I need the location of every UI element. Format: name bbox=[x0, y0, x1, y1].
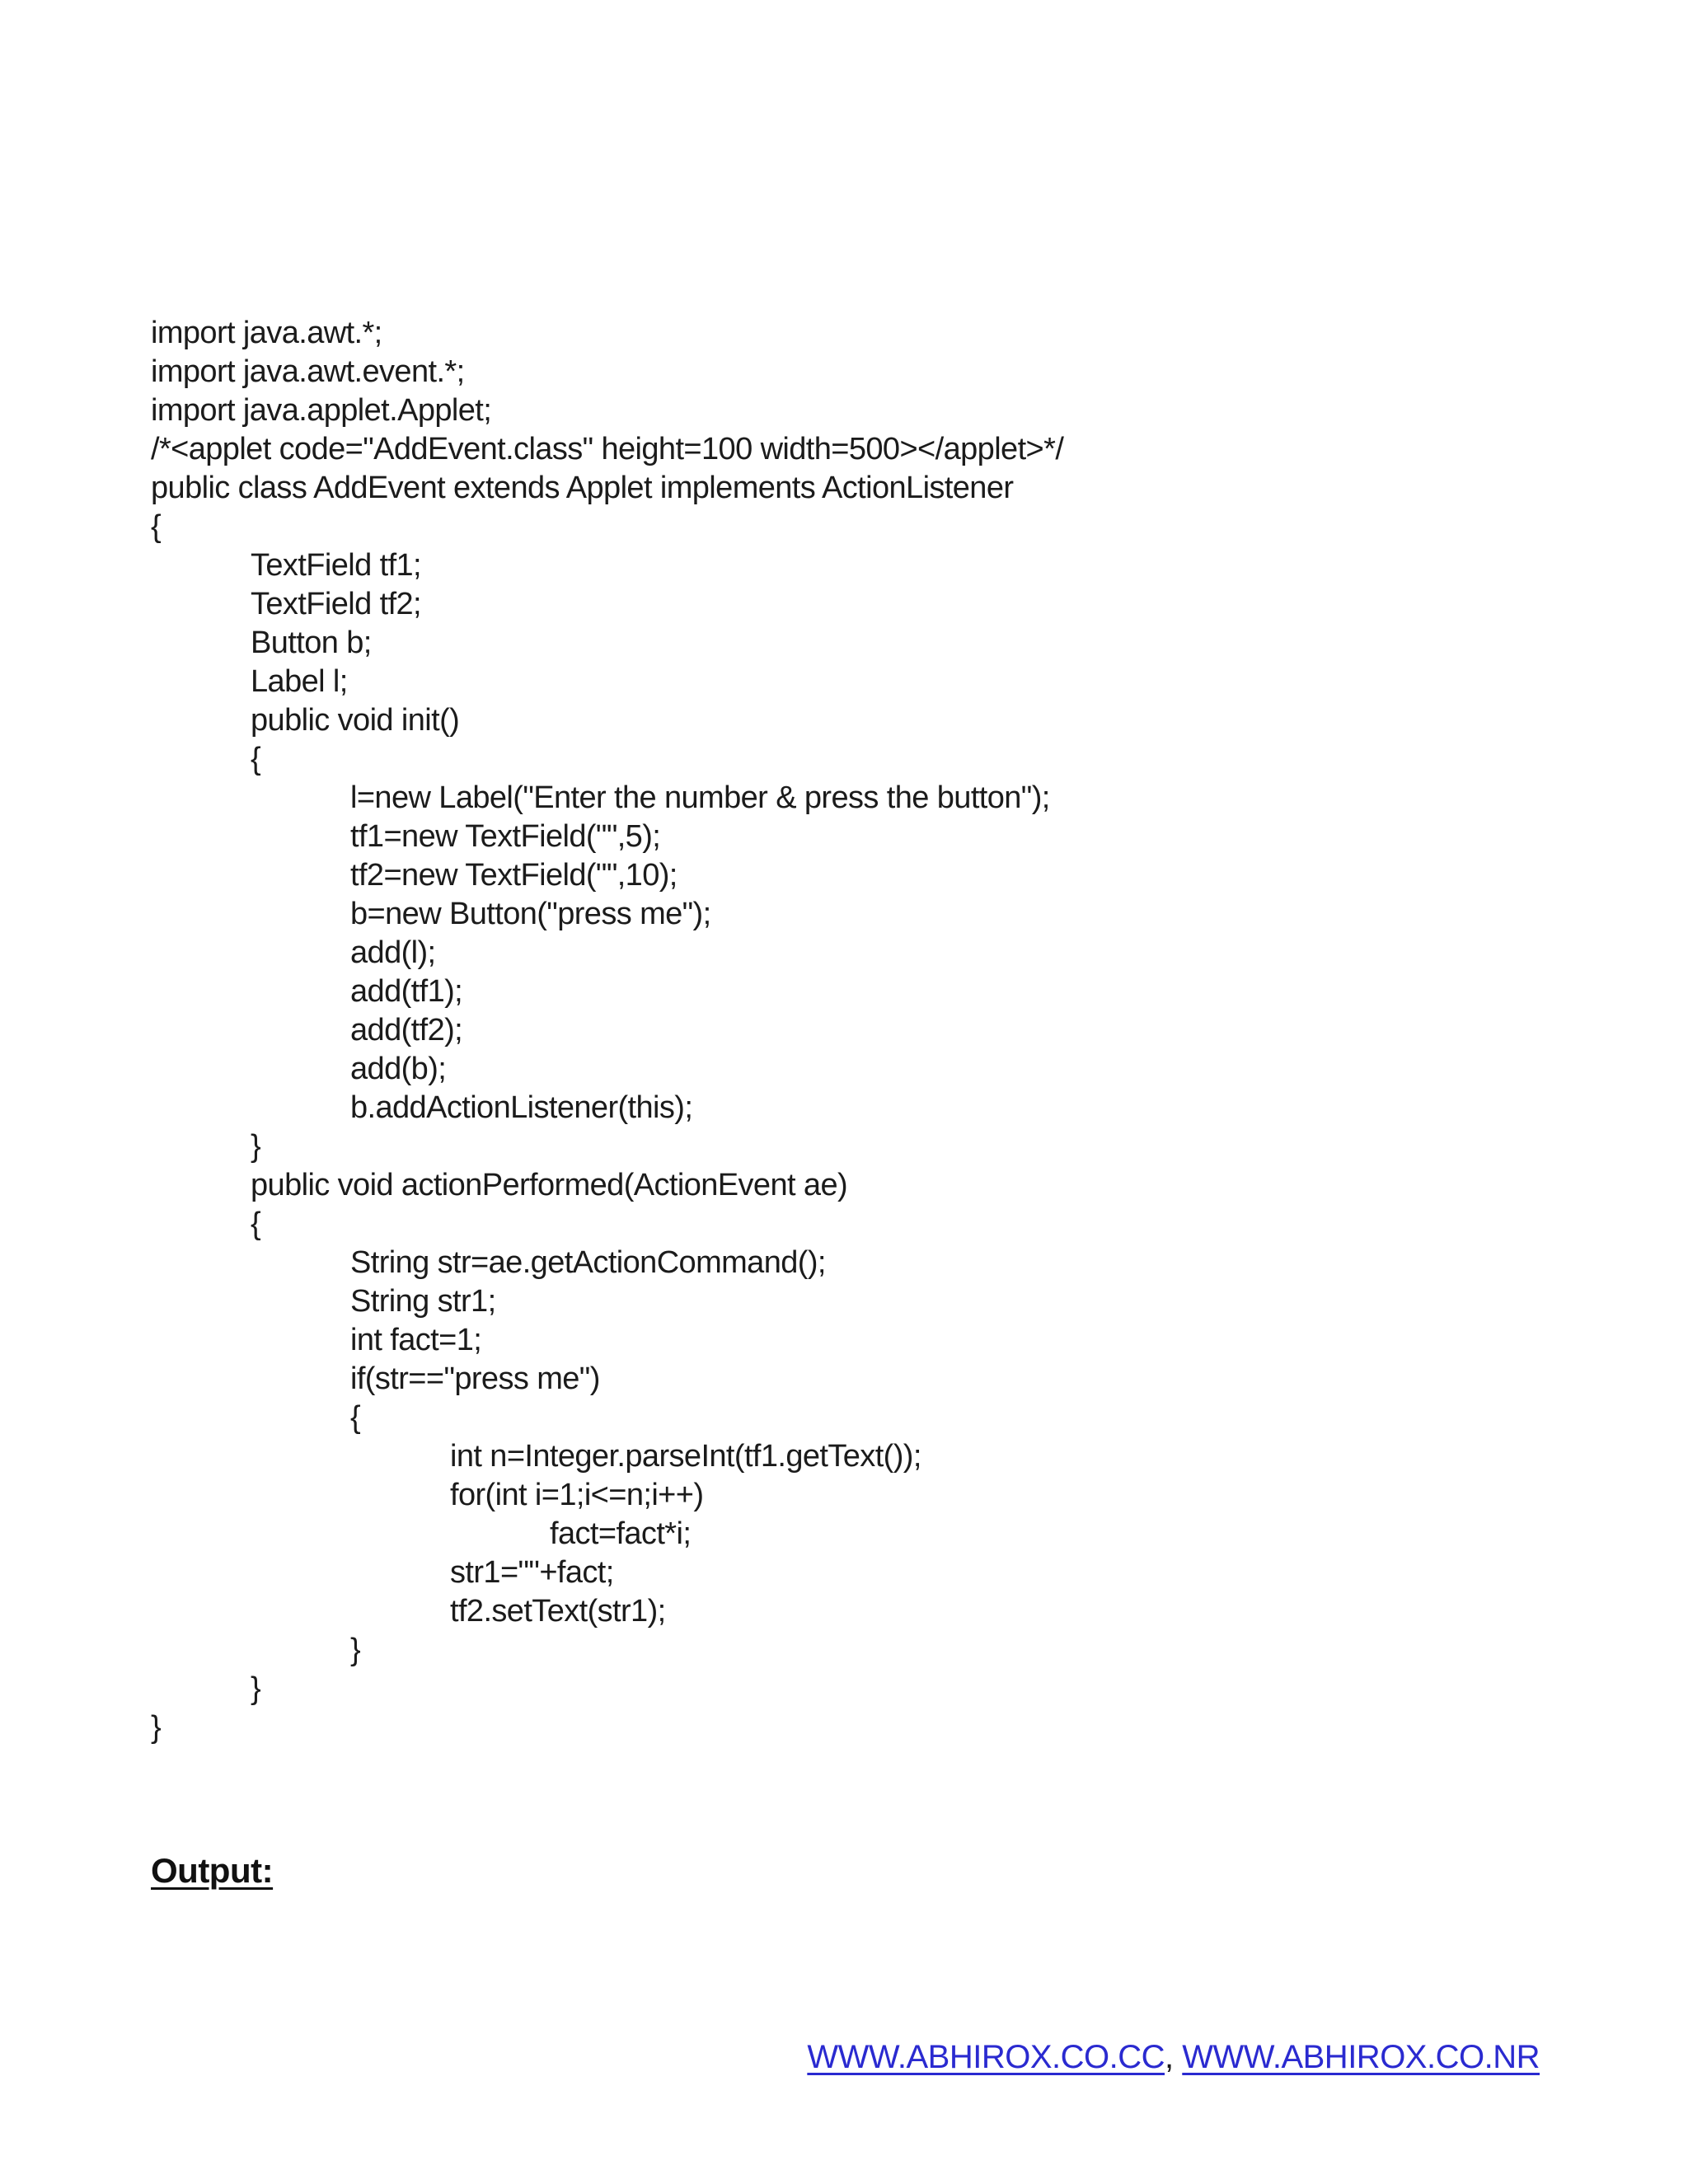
code-block bbox=[151, 198, 1063, 1747]
code-line: int n=Integer.parseInt(tf1.getText()); bbox=[450, 1439, 921, 1474]
code-line: public void actionPerformed(ActionEvent ae) bbox=[251, 1168, 848, 1202]
code-line: public class AddEvent extends Applet implements ActionListener bbox=[151, 471, 1014, 505]
code-line: tf2=new TextField("",10); bbox=[350, 858, 678, 893]
code-line: } bbox=[251, 1671, 261, 1706]
code-line: tf1=new TextField("",5); bbox=[350, 819, 661, 854]
code-line: add(l); bbox=[350, 935, 436, 970]
code-line: String str=ae.getActionCommand(); bbox=[350, 1245, 826, 1280]
footer-separator: , bbox=[1165, 2039, 1183, 2075]
code-line: Label l; bbox=[251, 664, 348, 699]
code-line: Button b; bbox=[251, 626, 372, 660]
code-line: add(tf1); bbox=[350, 974, 463, 1009]
code-line: fact=fact*i; bbox=[550, 1516, 692, 1551]
code-line: { bbox=[251, 1207, 261, 1241]
code-line: import java.applet.Applet; bbox=[151, 393, 492, 428]
code-line: add(b); bbox=[350, 1052, 447, 1086]
footer-link-abhirox-co-cc[interactable]: WWW.ABHIROX.CO.CC bbox=[807, 2039, 1165, 2075]
code-line: if(str=="press me") bbox=[350, 1361, 600, 1396]
code-line: { bbox=[350, 1400, 361, 1435]
code-line: String str1; bbox=[350, 1284, 496, 1319]
output-heading: Output: bbox=[151, 1851, 274, 1890]
code-line: import java.awt.*; bbox=[151, 316, 382, 350]
code-line: } bbox=[151, 1710, 162, 1745]
code-line: import java.awt.event.*; bbox=[151, 354, 465, 389]
code-line: l=new Label("Enter the number & press the button"); bbox=[350, 780, 1050, 815]
code-line: int fact=1; bbox=[350, 1323, 482, 1357]
code-line: TextField tf2; bbox=[251, 587, 422, 621]
code-line: b.addActionListener(this); bbox=[350, 1090, 693, 1125]
code-line: b=new Button("press me"); bbox=[350, 897, 711, 931]
code-line: add(tf2); bbox=[350, 1013, 463, 1047]
code-line: tf2.setText(str1); bbox=[450, 1594, 666, 1629]
code-line: str1=""+fact; bbox=[450, 1555, 614, 1590]
code-line: /*<applet code="AddEvent.class" height=100 width=500></applet>*/ bbox=[151, 432, 1064, 466]
code-line: } bbox=[251, 1129, 261, 1164]
footer-links bbox=[807, 2039, 1540, 2076]
code-line: } bbox=[350, 1633, 361, 1667]
code-line: TextField tf1; bbox=[251, 548, 422, 583]
code-line: public void init() bbox=[251, 703, 460, 738]
code-line: { bbox=[151, 509, 162, 544]
code-line: for(int i=1;i<=n;i++) bbox=[450, 1478, 704, 1512]
code-line: { bbox=[251, 742, 261, 776]
footer-link-abhirox-co-nr[interactable]: WWW.ABHIROX.CO.NR bbox=[1182, 2039, 1540, 2075]
